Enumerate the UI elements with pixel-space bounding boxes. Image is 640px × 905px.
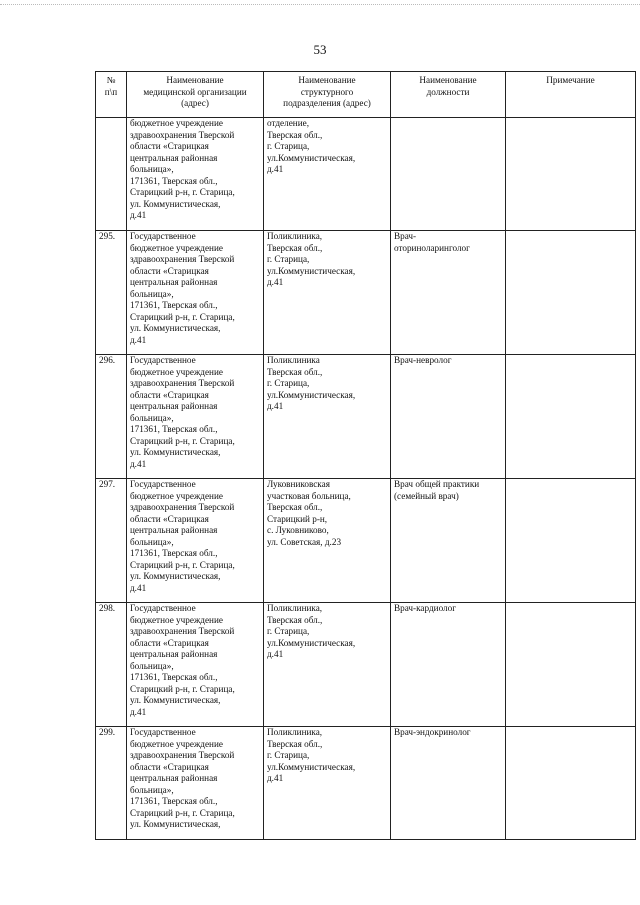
table-row — [96, 355, 636, 479]
row-organization: Государственное бюджетное учреждение здравоохранения Тверской области «Старицкая центральная районная больница», 171361, Тверская обл., Старицкий р-н, г. Старица, ул. Коммунистическая, д.41 — [127, 355, 264, 479]
row-subdivision: Поликлиника, Тверская обл., г. Старица, ул.Коммунистическая, д.41 — [264, 727, 391, 840]
row-note — [506, 603, 636, 727]
table-row — [96, 479, 636, 603]
row-number: 295. — [96, 231, 127, 355]
header-note: Примечание — [506, 72, 636, 118]
row-number: 298. — [96, 603, 127, 727]
table-row — [96, 603, 636, 727]
table-row — [96, 118, 636, 231]
row-organization: Государственное бюджетное учреждение здравоохранения Тверской области «Старицкая центральная районная больница», 171361, Тверская обл., Старицкий р-н, г. Старица, ул. Коммунистическая, д.41 — [127, 231, 264, 355]
header-organization: Наименование медицинской организации (адрес) — [127, 72, 264, 118]
row-position: Врач-кардиолог — [391, 603, 506, 727]
row-subdivision: Луковниковская участковая больница, Тверская обл., Старицкий р-н, с. Луковниково, ул. Советская, д.23 — [264, 479, 391, 603]
row-subdivision: Поликлиника, Тверская обл., г. Старица, ул.Коммунистическая, д.41 — [264, 603, 391, 727]
row-subdivision: Поликлиника Тверская обл., г. Старица, ул.Коммунистическая, д.41 — [264, 355, 391, 479]
row-note — [506, 118, 636, 231]
header-subdivision: Наименование структурного подразделения (адрес) — [264, 72, 391, 118]
scan-artifact-line — [0, 4, 640, 6]
row-number: 297. — [96, 479, 127, 603]
row-number: 296. — [96, 355, 127, 479]
row-organization: Государственное бюджетное учреждение здравоохранения Тверской области «Старицкая центральная районная больница», 171361, Тверская обл., Старицкий р-н, г. Старица, ул. Коммунистическая, д.41 — [127, 603, 264, 727]
row-position: Врач общей практики (семейный врач) — [391, 479, 506, 603]
row-subdivision: отделение, Тверская обл., г. Старица, ул.Коммунистическая, д.41 — [264, 118, 391, 231]
staffing-table — [95, 71, 636, 840]
row-position: Врач-эндокринолог — [391, 727, 506, 840]
row-organization: Государственное бюджетное учреждение здравоохранения Тверской области «Старицкая центральная районная больница», 171361, Тверская обл., Старицкий р-н, г. Старица, ул. Коммунистическая, — [127, 727, 264, 840]
row-subdivision: Поликлиника, Тверская обл., г. Старица, ул.Коммунистическая, д.41 — [264, 231, 391, 355]
row-note — [506, 479, 636, 603]
table-row — [96, 231, 636, 355]
header-number: № п\п — [96, 72, 127, 118]
row-note — [506, 727, 636, 840]
row-organization: бюджетное учреждение здравоохранения Тверской области «Старицкая центральная районная больница», 171361, Тверская обл., Старицкий р-н, г. Старица, ул. Коммунистическая, д.41 — [127, 118, 264, 231]
row-organization: Государственное бюджетное учреждение здравоохранения Тверской области «Старицкая центральная районная больница», 171361, Тверская обл., Старицкий р-н, г. Старица, ул. Коммунистическая, д.41 — [127, 479, 264, 603]
table-row — [96, 727, 636, 840]
row-position: Врач-невролог — [391, 355, 506, 479]
row-number — [96, 118, 127, 231]
row-position — [391, 118, 506, 231]
row-note — [506, 355, 636, 479]
header-position: Наименование должности — [391, 72, 506, 118]
row-number: 299. — [96, 727, 127, 840]
page-number: 53 — [313, 42, 327, 57]
row-position: Врач- оториноларинголог — [391, 231, 506, 355]
table-header-row — [96, 72, 636, 118]
row-note — [506, 231, 636, 355]
